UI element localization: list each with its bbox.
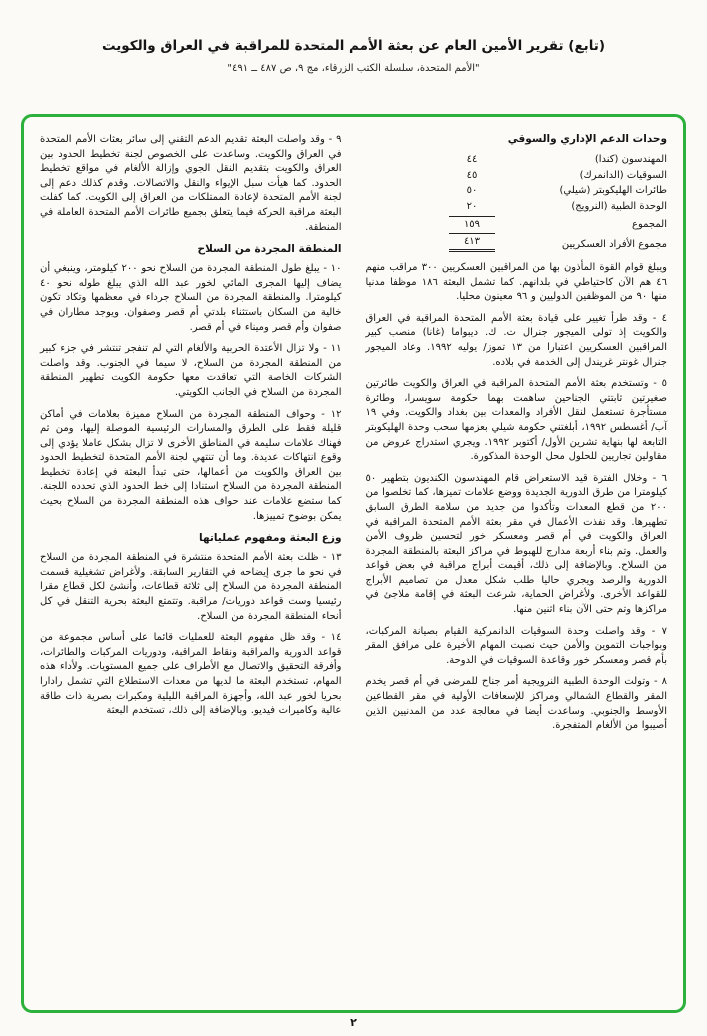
unit-label: الوحدة الطبية (النرويج): [571, 200, 667, 212]
paragraph: ١٠ - يبلغ طول المنطقة المجردة من السلاح نحو ٢٠٠ كيلومتر، وينبغي أن يضاف إليها المجرى المائي لخور عبد الله الذي يبلغ طوله نحو ٤٠ كيلومترا. والمنطقة المجردة من السلاح جرداء في معظمها وتكاد تكون خالية من السكان باستثناء بلدتي أم قصر وصفوان. ويوجد مطاران في صفوان وأم قصر وميناء في أم قصر.: [40, 263, 342, 333]
document-title: (تابع) تقرير الأمين العام عن بعثة الأمم المتحدة للمراقبة في العراق والكويت: [101, 38, 606, 54]
paragraph: ٥ - وتستخدم بعثة الأمم المتحدة المراقبة في العراق والكويت طائرتين صغيرتين ثابتتي الجناحين ساهمت بهما حكومة سويسرا، وطائرة مستأجرة تستعمل لنقل الأفراد والمعدات بين بغداد والكويت. وفي ١٩ آب/ أغسطس ١٩٩٢، أبلغتني حكومة شيلي بعزمها سحب وحدة الهليكوبتر التابعة لها بنهاية تشرين الأول/ أكتوبر ١٩٩٢. ويجري استدراج عروض من مقاولين تجاريين للحلول محل الوحدة المذكورة.: [365, 378, 667, 463]
support-unit-row: [366, 183, 668, 199]
support-unit-row: [366, 199, 668, 215]
paragraph: ١٤ - وقد ظل مفهوم البعثة للعمليات قائما على أساس مجموعة من قواعد الدورية والمراقبة ونقاط المراقبة، ودوريات المركبات والطائرات، وأفرقة التحقيق والاتصال مع الأطراف على جميع المستويات. ولأداء هذه المهام، تستخدم البعثة ما لديها من معدات الاستطلاع التي تشمل رادارا بحريا لخور عبد الله، وأجهزة المراقبة الليلية ومكبرات بصرية ذات طاقة عالية وكاميرات فيديو. وبالإضافة إلى ذلك، تستخدم البعثة: [40, 632, 342, 717]
unit-value: ٢٠: [466, 200, 478, 212]
column-left: [40, 133, 342, 1000]
content-frame: [21, 114, 686, 1013]
right-column-body: [366, 261, 668, 734]
document-header: [0, 38, 707, 74]
paragraph: ١١ - ولا تزال الأعتدة الحربية والألغام التي لم تنفجر تنتشر في جزء كبير من المنطقة المجردة من السلاح، لا سيما في الجنوب. وقد واصلت الشركات الخاصة التي تعاقدت معها حكومة الكويت تطهير المنطقة المجردة من السلاح في الجانب الكويتي.: [40, 343, 342, 398]
unit-label: طائرات الهليكوبتر (شيلي): [559, 185, 667, 196]
support-unit-row: [366, 216, 668, 233]
section-heading: المنطقة المجردة من السلاح: [197, 243, 342, 256]
section-heading: وزع البعثة ومفهوم عملياتها: [199, 532, 342, 545]
paragraph: ٧ - وقد واصلت وحدة السوقيات الدانمركية القيام بصيانة المركبات، وبواجبات التموين والأمن حيث نصبت المهام الأخيرة على مرافق المقر بأم قصر ومعسكر خور وقاعدة السوقيات في الدوحة.: [365, 625, 667, 666]
section-heading-support-units: وحدات الدعم الإداري والسوقي: [507, 133, 667, 145]
support-unit-row: [366, 168, 668, 184]
support-unit-row: [366, 152, 668, 168]
unit-value: ٤٥: [466, 169, 478, 181]
unit-value: ٤١٣: [449, 233, 495, 253]
document-subtitle: "الأمم المتحدة، سلسلة الكتب الزرقاء، مج ٩، ص ٤٨٧ ــ ٤٩١": [227, 63, 480, 74]
column-right: [366, 133, 668, 1000]
paragraph: ٦ - وخلال الفترة قيد الاستعراض قام المهندسون الكنديون بتطهير ٥٠ كيلومترا من طرق الدورية الجديدة ووضع علامات تميزها، كما تخلصوا من ٢٠٠ من قطع المعدات وتأكدوا من جديد من سلامة الطرق السابق تطهيرها. وقد نفذت الأعمال في مقر بعثة الأمم المتحدة المراقبة في العراق والكويت في أم قصر ومعسكر خور لتحسين ظروف الأمن والعمل. وتم بناء أربعة مدارج للهبوط في مراكز البعثة بالمنطقة المجردة من السلاح. وبالإضافة إلى ذلك، أقيمت أبراج مراقبة في بعض قواعد الدورية والرصد ويجري حاليا طلب شكل معدل من تصاميم الأبراج للقواعد الأخرى. ولأغراض الحماية، شرعت البعثة في إقامة ملاجئ في مراكزها وتم حتى الآن بناء اثنين منها.: [365, 472, 667, 616]
paragraph: ٩ - وقد واصلت البعثة تقديم الدعم التقني إلى سائر بعثات الأمم المتحدة في العراق والكويت. وساعدت على الخصوص لجنة تخطيط الحدود بين العراق والكويت بتقديم النقل الجوي وإزالة الألغام في مواقع تخطيط الحدود. كما هيأت سبل الإيواء والنقل والاتصالات. وقدم كذلك دعم إلى لجنة الأمم المتحدة لإعادة الممتلكات من العراق إلى الكويت. كما كفلت البعثة مراقبة الحركة فيما يتعلق بجميع طائرات الأمم المتحدة العاملة في المنطقة.: [40, 134, 342, 233]
unit-label: مجموع الأفراد العسكريين: [561, 238, 667, 250]
unit-label: المهندسون (كندا): [594, 154, 667, 165]
paragraph: ٨ - وتولت الوحدة الطبية النرويجية أمر جناح للمرضى في أم قصر يخدم المقر والقطاع الشمالي ومراكز للإسعافات الأولية في مقر القطاعين الأوسط والجنوبي. وساعدت أيضا في معالجة عدد من المدنيين الذين أصيبوا من الألغام المتفجرة.: [365, 676, 667, 732]
paragraph: ويبلغ قوام القوة المأذون بها من المراقبين العسكريين ٣٠٠ مراقب منهم ٤٦ هم الآن كاحتياطي في بلدانهم. كما تشمل البعثة ١٨٦ موظفا مدنيا منها ٩٠ من الموظفين الدوليين و ٩٦ معينون محليا.: [365, 262, 667, 303]
support-unit-row: [366, 233, 668, 253]
paragraph: ١٣ - ظلت بعثة الأمم المتحدة منتشرة في المنطقة المجردة من السلاح في نحو ما جرى إيضاحه في التقارير السابقة. ولأغراض تشغيلية قسمت المنطقة المجردة من السلاح إلى ثلاثة قطاعات، وأنشئ لكل قطاع مقرا رئيسيا وست قواعد دوريات/ مراقبة. وتتمتع البعثة بحرية التنقل في كل أنحاء المنطقة المجردة من السلاح.: [40, 552, 342, 622]
unit-value: ٥٠: [466, 185, 478, 196]
unit-value: ١٥٩: [449, 216, 495, 233]
paragraph: ١٢ - وحواف المنطقة المجردة من السلاح مميزة بعلامات في أماكن قليلة فقط على الطرق والمسارات الرئيسية الموصلة إليها، ومن ثم فهناك علامات سليمة في المناطق الأخرى لا تزال بشكل عاملا يؤدي إلى وقوع انتهاكات عديدة. وما أن تنتهي لجنة الأمم المتحدة لتخطيط الحدود بين العراق والكويت من أعمالها، حتى تبدأ البعثة في إعادة تخطيط المنطقة المجردة من السلاح استنادا إلى خط الحدود الذي تحدده اللجنة. كما ستضع علامات عند حواف هذه المنطقة المجردة من السلاح بحيث يمكن بوضوح تمييزها.: [40, 408, 342, 522]
page-number: ٢: [350, 1016, 357, 1029]
unit-value: ٤٤: [466, 154, 478, 165]
support-units-table: [366, 152, 668, 252]
paragraph: ٤ - وقد طرأ تغيير على قيادة بعثة الأمم المتحدة المراقبة في العراق والكويت إذ تولى الميجور جنرال ت. ك. ديبواما (غانا) منصب كبير المراقبين العسكريين اعتبارا من ١٣ تموز/ يوليه ١٩٩٢. وعاد الميجور جنرال غونتر غريندل إلى الخدمة في بلاده.: [365, 312, 668, 368]
unit-label: المجموع: [632, 219, 667, 230]
two-column-layout: [40, 133, 667, 1000]
left-column-body: [40, 133, 342, 719]
unit-label: السوقيات (الدانمرك): [579, 169, 667, 181]
